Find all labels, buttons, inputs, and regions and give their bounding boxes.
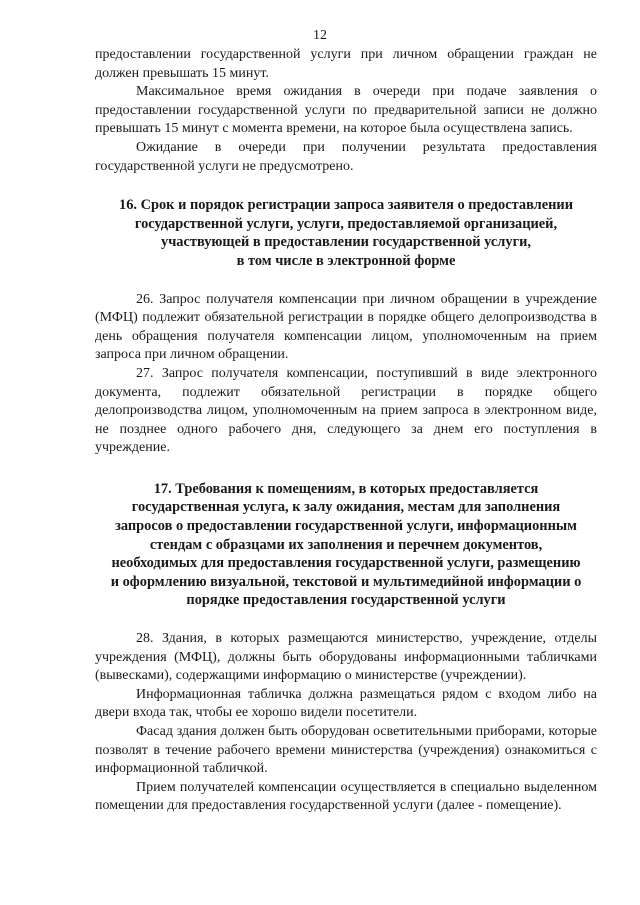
paragraph-27: 27. Запрос получателя компенсации, поступивший в виде электронного документа, подлежит обязательной регистрации в порядке общего делопроизводства лицом, уполномоченным на прием запроса в электронном виде, не позднее одного рабочего дня, следующего за днем его поступления в учреждение. xyxy=(95,365,597,456)
heading-line: в том числе в электронной форме xyxy=(236,252,456,269)
paragraph-wait-prelim: Максимальное время ожидания в очереди при подаче заявления о предоставлении государственной услуги по предварительной записи не должно превышать 15 минут с момента времени, на которое была осуществлена запись. xyxy=(95,84,597,137)
heading-line: и оформлению визуальной, текстовой и мультимедийной информации о xyxy=(110,573,582,590)
heading-line: государственная услуга, к залу ожидания, местам для заполнения xyxy=(131,499,561,516)
page-number: 12 xyxy=(313,28,327,43)
heading-line: необходимых для предоставления государственной услуги, размещению xyxy=(111,555,581,572)
section-heading-17 xyxy=(95,480,597,610)
heading-line: государственной услуги, услуги, предоставляемой организацией, xyxy=(134,215,558,232)
paragraph-facade: Фасад здания должен быть оборудован осветительными приборами, которые позволят в течение рабочего времени министерства (учреждения) ознакомиться с информационной табличкой. xyxy=(95,724,597,777)
paragraph-28: 28. Здания, в которых размещаются министерство, учреждение, отделы учреждения (МФЦ), должны быть оборудованы информационными табличками (вывесками), содержащими информацию о министерстве (учреждении). xyxy=(95,631,597,684)
section-heading-16 xyxy=(95,196,597,270)
document-body xyxy=(95,46,597,816)
paragraph-sign: Информационная табличка должна размещаться рядом с входом либо на двери входа так, чтобы ее хорошо видели посетители. xyxy=(95,686,597,721)
heading-line: 17. Требования к помещениям, в которых предоставляется xyxy=(153,480,539,497)
heading-line: участвующей в предоставлении государственной услуги, xyxy=(161,234,531,251)
heading-line: 16. Срок и порядок регистрации запроса заявителя о предоставлении xyxy=(119,197,573,214)
heading-line: запросов о предоставлении государственной услуги, информационным xyxy=(115,518,577,535)
heading-line: порядке предоставления государственной услуги xyxy=(186,592,506,609)
paragraph-reception: Прием получателей компенсации осуществляется в специально выделенном помещении для предоставления государственной услуги (далее - помещение). xyxy=(95,779,597,814)
heading-line: стендам с образцами их заполнения и перечнем документов, xyxy=(149,536,543,553)
paragraph-26: 26. Запрос получателя компенсации при личном обращении в учреждение (МФЦ) подлежит обязательной регистрации в порядке общего делопроизводства в день обращения получателя компенсации лицом, уполномоченным на прием запроса при личном обращении. xyxy=(95,291,597,363)
paragraph-continuation: предоставлении государственной услуги при личном обращении граждан не должен превышать 15 минут. xyxy=(95,47,597,81)
paragraph-wait-result: Ожидание в очереди при получении результата предоставления государственной услуги не предусмотрено. xyxy=(95,139,597,174)
